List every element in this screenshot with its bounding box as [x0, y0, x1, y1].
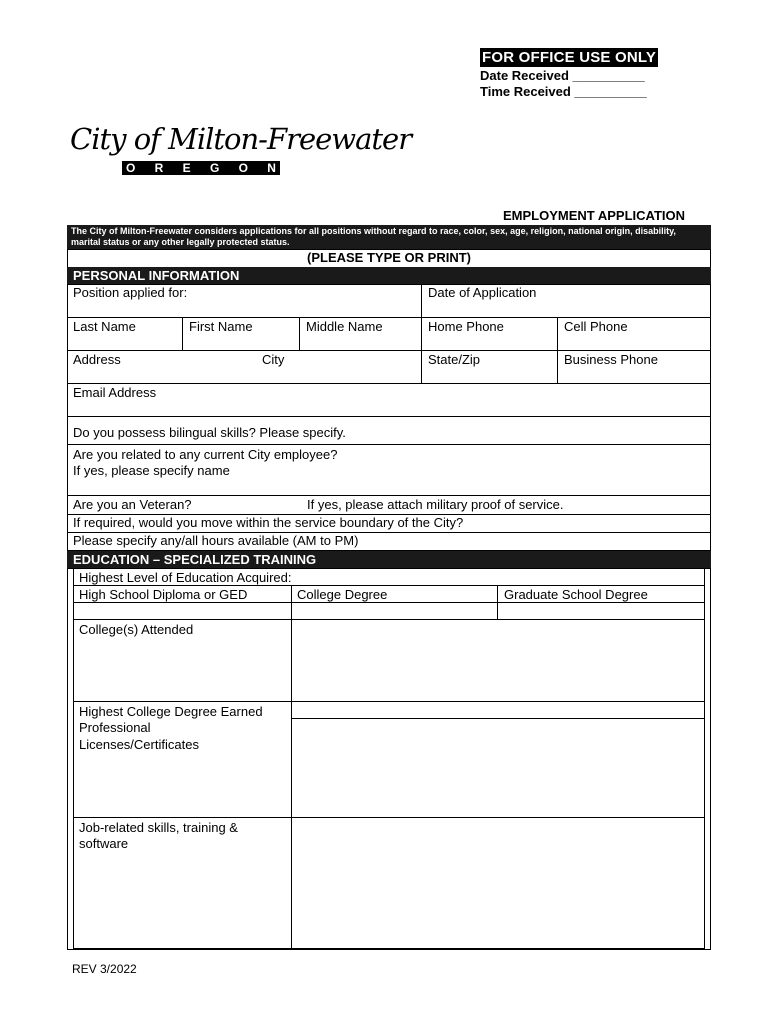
print-instruction: (PLEASE TYPE OR PRINT)	[67, 249, 711, 267]
education-heading: EDUCATION – SPECIALIZED TRAINING	[67, 551, 711, 568]
personal-info-heading: PERSONAL INFORMATION	[67, 267, 711, 284]
licenses-label-line2: Licenses/Certificates	[79, 737, 199, 752]
veteran-field[interactable]: Are you an Veteran?	[73, 497, 192, 512]
time-received-field[interactable]: Time Received __________	[480, 84, 647, 99]
colleges-attended-input[interactable]	[292, 620, 704, 700]
oregon-letter: N	[267, 161, 276, 175]
relocation-field[interactable]: If required, would you move within the service boundary of the City?	[73, 515, 464, 530]
bilingual-field[interactable]: Do you possess bilingual skills? Please specify.	[73, 425, 346, 440]
licenses-label-line1: Professional	[79, 720, 151, 735]
cell-phone-field[interactable]: Cell Phone	[564, 319, 628, 334]
college-degree-option[interactable]: College Degree	[297, 587, 388, 602]
state-zip-field[interactable]: State/Zip	[428, 352, 481, 367]
education-section	[67, 551, 711, 568]
highest-education-label: Highest Level of Education Acquired:	[79, 570, 292, 585]
middle-name-field[interactable]: Middle Name	[306, 319, 383, 334]
highest-college-degree-label: Highest College Degree Earned	[79, 704, 263, 719]
veteran-note: If yes, please attach military proof of service.	[307, 497, 564, 512]
oregon-letter: O	[126, 161, 136, 175]
last-name-field[interactable]: Last Name	[73, 319, 136, 334]
date-received-field[interactable]: Date Received __________	[480, 68, 645, 83]
skills-label-line2: software	[79, 836, 129, 851]
oregon-letter: R	[154, 161, 164, 175]
form-title: EMPLOYMENT APPLICATION	[503, 208, 685, 223]
colleges-attended-label: College(s) Attended	[79, 622, 194, 637]
oregon-letter: O	[238, 161, 248, 175]
related-employee-name[interactable]: If yes, please specify name	[73, 463, 230, 478]
business-phone-field[interactable]: Business Phone	[564, 352, 658, 367]
oregon-letter: E	[182, 161, 191, 175]
address-field[interactable]: Address	[73, 352, 121, 367]
eeo-notice: The City of Milton-Freewater considers applications for all positions without regard to race, color, sex, age, religion, national origin, disability, marital status or any other legally protected status.	[67, 225, 711, 249]
office-use-block	[480, 48, 674, 99]
related-employee-question[interactable]: Are you related to any current City employee?	[73, 447, 338, 462]
position-applied-field[interactable]: Position applied for:	[73, 285, 188, 300]
personal-info-section	[67, 267, 711, 284]
licenses-input[interactable]	[292, 719, 704, 816]
email-field[interactable]: Email Address	[73, 385, 157, 400]
revision-label: REV 3/2022	[72, 962, 137, 976]
oregon-letter: G	[209, 161, 220, 175]
city-field[interactable]: City	[262, 352, 285, 367]
date-of-application-field[interactable]: Date of Application	[428, 285, 537, 300]
home-phone-field[interactable]: Home Phone	[428, 319, 504, 334]
skills-input[interactable]	[292, 818, 704, 948]
first-name-field[interactable]: First Name	[189, 319, 253, 334]
high-school-option[interactable]: High School Diploma or GED	[79, 587, 248, 602]
oregon-banner	[122, 161, 280, 175]
office-use-heading: FOR OFFICE USE ONLY	[482, 49, 657, 66]
hours-available-field[interactable]: Please specify any/all hours available (AM to PM)	[73, 533, 359, 548]
graduate-degree-option[interactable]: Graduate School Degree	[504, 587, 648, 602]
skills-label-line1: Job-related skills, training &	[79, 820, 238, 835]
city-logo-text: City of Milton-Freewater	[70, 122, 412, 156]
